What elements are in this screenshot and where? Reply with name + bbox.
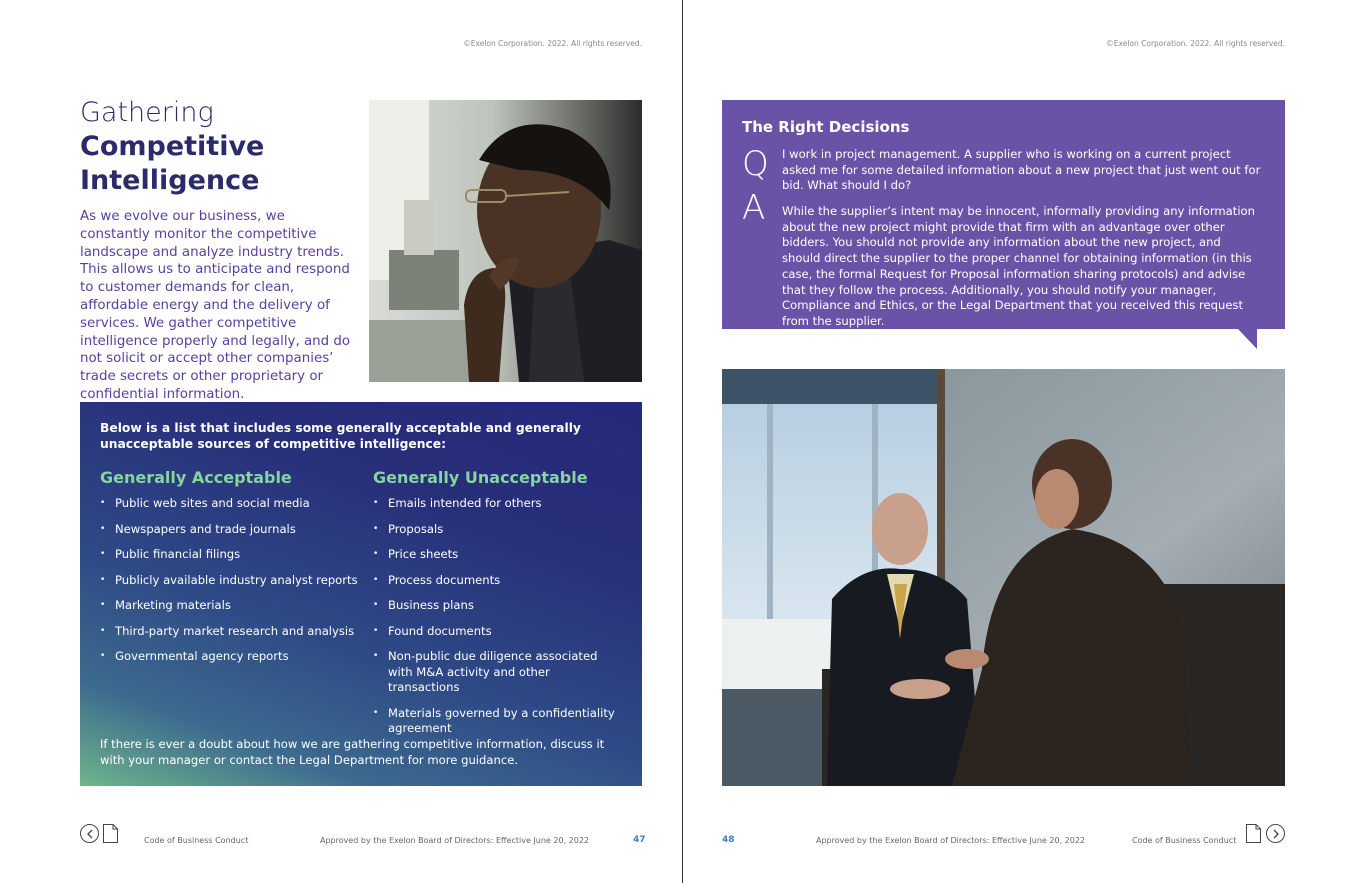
unacceptable-column [373,468,623,747]
list-item: • Process documents [373,573,623,589]
qa-heading: The Right Decisions [742,118,910,136]
copyright-left: ©Exelon Corporation. 2022. All rights reserved. [463,39,642,48]
list-item: • Found documents [373,624,623,640]
chevron-right-icon [1272,829,1280,839]
unacceptable-heading: Generally Unacceptable [373,468,588,487]
photo-meeting [722,369,1285,786]
unacceptable-list [373,496,623,737]
list-item: • Publicly available industry analyst reports [100,573,365,589]
title-bold-line-2: Intelligence [80,165,260,196]
sources-list-panel [80,402,642,786]
previous-page-button[interactable] [80,824,99,843]
list-item: • Materials governed by a confidentiality agreement [373,706,623,737]
title-bold-line-1: Competitive [80,131,265,162]
footer-approval-right: Approved by the Exelon Board of Directors: Effective June 20, 2022 [816,836,1086,845]
acceptable-list [100,496,365,665]
list-footnote: If there is ever a doubt about how we are gathering competitive information, discuss it with your manager or contact the Legal Department for more guidance. [100,737,605,767]
document-icon[interactable] [1246,824,1261,843]
a-letter: A [742,188,766,228]
list-item: • Third-party market research and analysis [100,624,365,640]
title-light: Gathering [80,97,214,128]
list-item: • Price sheets [373,547,623,563]
chevron-left-icon [86,829,94,839]
qa-panel [722,100,1285,329]
page-number-left: 47 [633,835,646,845]
answer-text: While the supplier’s intent may be innocent, informally providing any information about the new project might provide that firm with an advantage over other bidders. You should not provide any information about the new project, and should direct the supplier to the proper channel for obtaining information (in this case, the formal Request for Proposal information sharing protocols) and advise that they follow the process. Additionally, you should notify your manager, Compliance and Ethics, or the Legal Department that you received this request from the supplier. [782,204,1255,328]
footer-doc-title-right[interactable]: Code of Business Conduct [1132,836,1237,845]
list-item: • Marketing materials [100,598,365,614]
acceptable-heading: Generally Acceptable [100,468,292,487]
list-lead-text: Below is a list that includes some generally acceptable and generally unacceptable sources of competitive intelligence: [100,421,581,451]
list-item: • Governmental agency reports [100,649,365,665]
list-item: • Proposals [373,522,623,538]
question-text: I work in project management. A supplier who is working on a current project asked me for some detailed information about a new project that just went out for bid. What should I do? [782,147,1261,193]
footer-doc-title-left[interactable]: Code of Business Conduct [144,836,249,845]
list-item: • Newspapers and trade journals [100,522,365,538]
photo-thinking-man [369,100,642,382]
q-letter: Q [742,144,769,184]
acceptable-column [100,468,365,675]
list-item: • Non-public due diligence associated with M&A activity and other transactions [373,649,623,696]
list-item: • Emails intended for others [373,496,623,512]
list-item: • Public financial filings [100,547,365,563]
footer-approval-left: Approved by the Exelon Board of Directors: Effective June 20, 2022 [320,836,590,845]
copyright-right: ©Exelon Corporation. 2022. All rights reserved. [1106,39,1285,48]
list-item: • Public web sites and social media [100,496,365,512]
page-number-right: 48 [722,835,735,845]
next-page-button[interactable] [1266,824,1285,843]
intro-paragraph: As we evolve our business, we constantly monitor the competitive landscape and analyze industry trends. This allows us to anticipate and respond to customer demands for clean, affordable energy and the delivery of services. We gather competitive intelligence properly and legally, and do not solicit or accept other companies’ trade secrets or other proprietary or confidential information. [80,209,351,402]
list-item: • Business plans [373,598,623,614]
document-icon[interactable] [103,824,118,843]
spread-divider [682,0,683,883]
speech-bubble-tail [1238,329,1257,349]
page-title [80,96,360,198]
